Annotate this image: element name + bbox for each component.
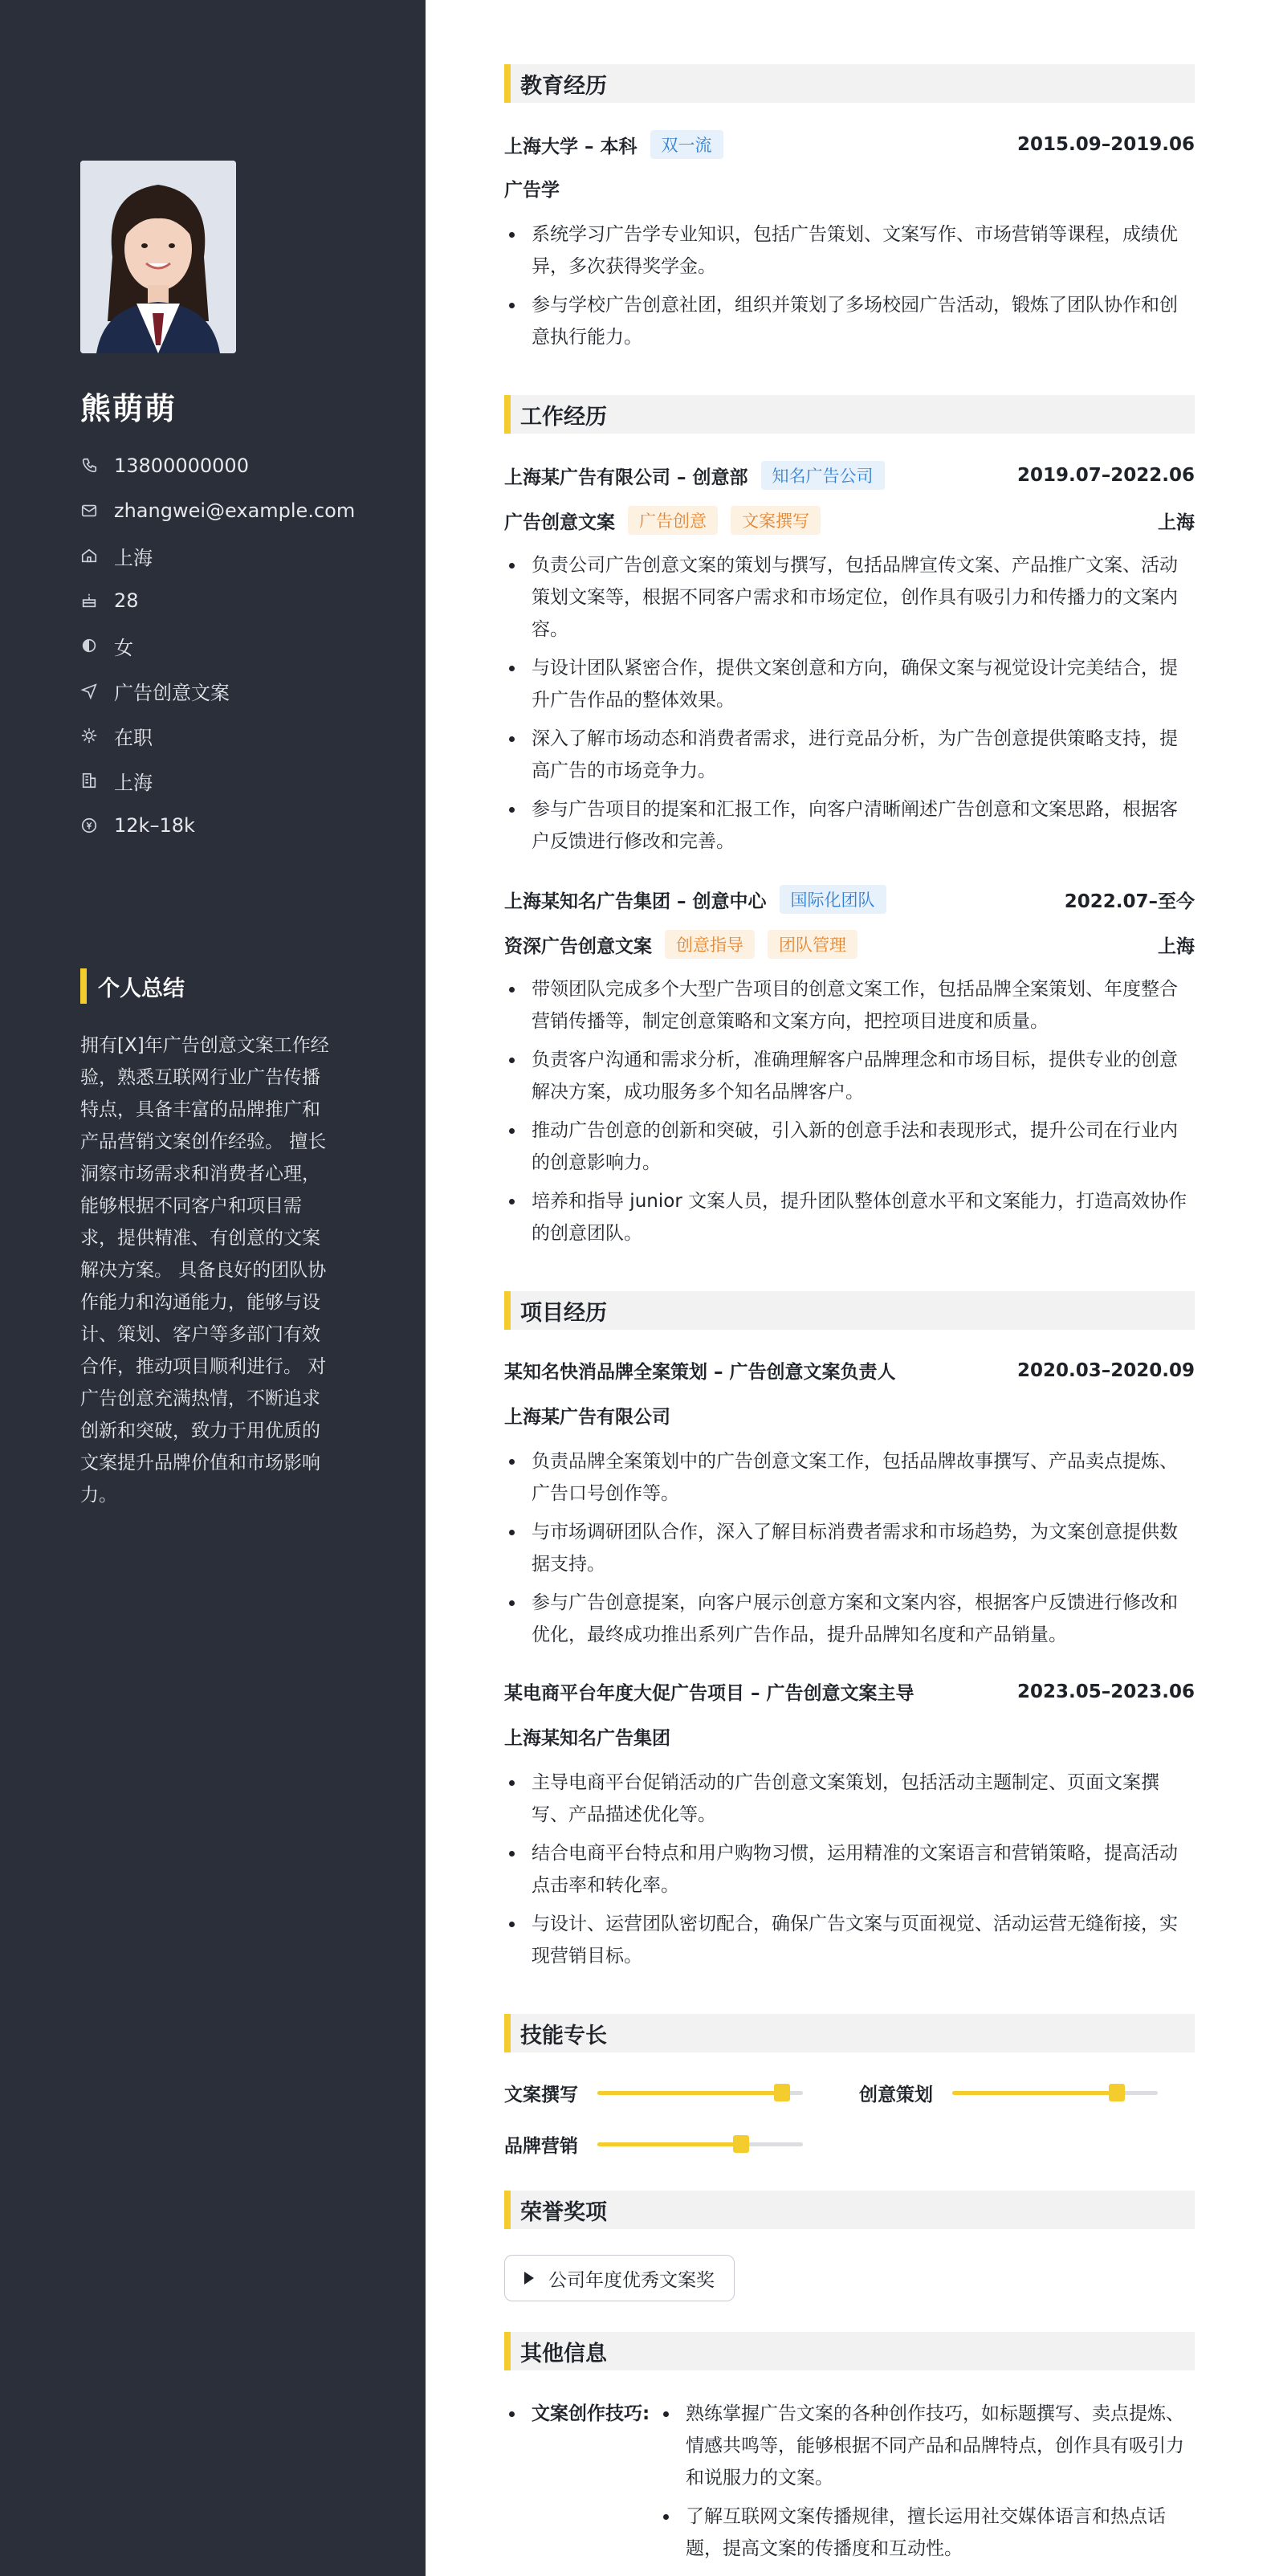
work-title: 工作经历 <box>520 404 607 430</box>
list-item: 参与学校广告创意社团，组织并策划了多场校园广告活动，锻炼了团队协作和创意执行能力。 <box>504 289 1195 353</box>
skill-knob <box>733 2135 749 2153</box>
project-1-company-row <box>504 1402 1195 1429</box>
summary-heading <box>80 968 185 1004</box>
job-2-header <box>504 885 1195 914</box>
info-salary <box>80 803 355 848</box>
role-tag: 团队管理 <box>768 930 857 959</box>
skill-name: 文案撰写 <box>504 2085 578 2105</box>
honors-heading <box>504 2191 1195 2229</box>
skill-item <box>859 2080 1158 2106</box>
send-icon <box>80 682 98 699</box>
age-value: 28 <box>114 589 139 612</box>
role-tag: 广告创意 <box>628 506 718 535</box>
avatar <box>80 161 236 353</box>
contact-info-list <box>80 443 355 848</box>
list-item: 参与广告创意提案，向客户展示创意方案和文案内容，根据客户反馈进行修改和优化，最终成功推出系列广告作品，提升品牌知名度和产品销量。 <box>504 1587 1195 1651</box>
other-bullets <box>658 2398 1195 2571</box>
project-period: 2020.03–2020.09 <box>1016 1359 1195 1381</box>
award-item[interactable] <box>504 2255 735 2301</box>
salary-value: 12k–18k <box>114 814 195 837</box>
project-1-header <box>504 1357 1195 1384</box>
candidate-name: 熊萌萌 <box>80 391 177 426</box>
summary-text: 拥有[X]年广告创意文案工作经验，熟悉互联网行业广告传播特点，具备丰富的品牌推广和产品营销文案创作经验。 擅长洞察市场需求和消费者心理，能够根据不同客户和项目需求，提供精准、有创意的文案解决方案。 具备良好的团队协作能力和沟通能力，能够与设计、策划、客户等多部门有效合作，推动项目顺利进行。 对广告创意充满热情，不断追求创新和突破，致力于用优质的文案提升品牌价值和市场影响力。 <box>80 1035 329 1506</box>
project-period: 2023.05–2023.06 <box>1016 1681 1195 1702</box>
email-icon <box>80 502 98 520</box>
job-2-bullets <box>504 973 1195 1256</box>
heading-accent-bar <box>504 2191 511 2229</box>
project-company: 上海某广告有限公司 <box>504 1407 670 1428</box>
projects-heading <box>504 1291 1195 1330</box>
skill-track <box>597 2142 803 2146</box>
skill-track <box>952 2091 1158 2095</box>
other-label: 文案创作技巧: <box>504 2398 650 2430</box>
job-city: 上海 <box>1158 935 1195 957</box>
project-2-header <box>504 1678 1195 1705</box>
job-role: 广告创意文案 <box>504 512 615 533</box>
education-title: 教育经历 <box>520 73 607 99</box>
projects-title: 项目经历 <box>520 1300 607 1326</box>
heading-accent-bar <box>504 2014 511 2052</box>
major: 广告学 <box>504 180 560 201</box>
job-role: 资深广告创意文案 <box>504 935 652 957</box>
play-triangle-icon <box>524 2272 534 2285</box>
list-item: 与设计、运营团队密切配合，确保广告文案与页面视觉、活动运营无缝衔接，实现营销目标。 <box>504 1908 1195 1972</box>
job-1-bullets <box>504 549 1195 864</box>
work-city-value: 上海 <box>114 771 153 794</box>
skill-knob <box>774 2084 790 2101</box>
job-target-value: 广告创意文案 <box>114 681 230 704</box>
job-city: 上海 <box>1158 512 1195 533</box>
list-item: 参与广告项目的提案和汇报工作，向客户清晰阐述广告创意和文案思路，根据客户反馈进行修改和完善。 <box>504 793 1195 858</box>
heading-accent-bar <box>504 2332 511 2370</box>
avatar-portrait <box>80 161 236 353</box>
gender-value: 女 <box>114 636 133 659</box>
education-row <box>504 130 1195 159</box>
info-gender <box>80 623 355 668</box>
skill-name: 创意策划 <box>859 2085 933 2105</box>
education-bullets <box>504 218 1195 360</box>
skill-knob <box>1109 2084 1125 2101</box>
info-phone <box>80 443 355 488</box>
list-item: 负责客户沟通和需求分析，准确理解客户品牌理念和市场目标，提供专业的创意解决方案，成功服务多个知名品牌客户。 <box>504 1044 1195 1108</box>
other-heading <box>504 2332 1195 2370</box>
heading-accent-bar <box>504 1291 511 1330</box>
list-item: 培养和指导 junior 文案人员，提升团队整体创意水平和文案能力，打造高效协作的创意团队。 <box>504 1185 1195 1249</box>
major-row <box>504 175 1195 202</box>
list-item: 主导电商平台促销活动的广告创意文案策划，包括活动主题制定、页面文案撰写、产品描述优化等。 <box>504 1767 1195 1831</box>
info-job-target <box>80 668 355 713</box>
heading-accent-bar <box>504 64 511 103</box>
list-item: 结合电商平台特点和用户购物习惯，运用精准的文案语言和营销策略，提高活动点击率和转化率。 <box>504 1837 1195 1901</box>
list-item: 与设计团队紧密合作，提供文案创意和方向，确保文案与视觉设计完美结合，提升广告作品的整体效果。 <box>504 652 1195 716</box>
list-item: 负责品牌全案策划中的广告创意文案工作，包括品牌故事撰写、产品卖点提炼、广告口号创作等。 <box>504 1445 1195 1510</box>
skill-item <box>504 2131 803 2158</box>
info-location <box>80 533 355 578</box>
company-tag: 知名广告公司 <box>761 461 885 490</box>
heading-accent-bar <box>80 968 87 1004</box>
info-email <box>80 488 355 533</box>
project-2-bullets <box>504 1767 1195 1979</box>
job-1-role <box>504 506 1195 535</box>
skill-name: 品牌营销 <box>504 2136 578 2157</box>
project-2-company-row <box>504 1723 1195 1750</box>
heading-accent-bar <box>504 395 511 434</box>
list-item: 系统学习广告学专业知识，包括广告策划、文案写作、市场营销等课程，成绩优异，多次获得奖学金。 <box>504 218 1195 283</box>
location-value: 上海 <box>114 546 153 569</box>
building-icon <box>80 772 98 789</box>
role-tag: 创意指导 <box>665 930 755 959</box>
phone-icon <box>80 457 98 475</box>
phone-value: 13800000000 <box>114 454 249 477</box>
list-item: 带领团队完成多个大型广告项目的创意文案工作，包括品牌全案策划、年度整合营销传播等，制定创意策略和文案方向，把控项目进度和质量。 <box>504 973 1195 1037</box>
job-company: 上海某知名广告集团 – 创意中心 <box>504 891 767 912</box>
skills-heading <box>504 2014 1195 2052</box>
role-tag: 文案撰写 <box>731 506 821 535</box>
salary-icon <box>80 817 98 834</box>
skill-fill <box>952 2091 1117 2095</box>
project-name: 某电商平台年度大促广告项目 – 广告创意文案主导 <box>504 1683 914 1704</box>
job-1-header <box>504 461 1195 490</box>
work-heading <box>504 395 1195 434</box>
list-item: 了解互联网文案传播规律，擅长运用社交媒体语言和热点话题，提高文案的传播度和互动性。 <box>658 2501 1195 2565</box>
email-value: zhangwei@example.com <box>114 499 356 522</box>
gender-icon <box>80 637 98 654</box>
education-heading <box>504 64 1195 103</box>
status-icon <box>80 727 98 744</box>
school-name: 上海大学 – 本科 <box>504 136 638 157</box>
list-item: 推动广告创意的创新和突破，引入新的创意手法和表现形式，提升公司在行业内的创意影响力。 <box>504 1115 1195 1179</box>
list-item: 与市场调研团队合作，深入了解目标消费者需求和市场趋势，为文案创意提供数据支持。 <box>504 1516 1195 1580</box>
project-1-bullets <box>504 1445 1195 1657</box>
project-name: 某知名快消品牌全案策划 – 广告创意文案负责人 <box>504 1362 896 1383</box>
education-period: 2015.09–2019.06 <box>1016 134 1195 155</box>
summary-title: 个人总结 <box>98 976 185 1001</box>
school-tag: 双一流 <box>650 130 723 159</box>
cake-icon <box>80 592 98 609</box>
skill-fill <box>597 2142 741 2146</box>
home-icon <box>80 547 98 565</box>
other-title: 其他信息 <box>520 2341 607 2366</box>
sidebar <box>0 0 426 2576</box>
skill-item <box>504 2080 803 2106</box>
list-item: 熟练掌握广告文案的各种创作技巧，如标题撰写、卖点提炼、情感共鸣等，能够根据不同产品和品牌特点，创作具有吸引力和说服力的文案。 <box>658 2398 1195 2494</box>
list-item: 深入了解市场动态和消费者需求，进行竞品分析，为广告创意提供策略支持，提高广告的市场竞争力。 <box>504 723 1195 787</box>
job-period: 2019.07–2022.06 <box>1016 465 1195 486</box>
status-value: 在职 <box>114 726 153 749</box>
project-company: 上海某知名广告集团 <box>504 1728 670 1749</box>
skills-title: 技能专长 <box>520 2023 607 2048</box>
skill-track <box>597 2091 803 2095</box>
award-name: 公司年度优秀文案奖 <box>548 2269 715 2291</box>
info-work-city <box>80 758 355 803</box>
company-tag: 国际化团队 <box>780 885 886 914</box>
info-status <box>80 713 355 758</box>
job-company: 上海某广告有限公司 – 创意部 <box>504 467 748 488</box>
list-item: 负责公司广告创意文案的策划与撰写，包括品牌宣传文案、产品推广文案、活动策划文案等，根据不同客户需求和市场定位，创作具有吸引力和传播力的文案内容。 <box>504 549 1195 646</box>
skill-fill <box>597 2091 782 2095</box>
info-age <box>80 578 355 623</box>
job-2-role <box>504 930 1195 959</box>
honors-title: 荣誉奖项 <box>520 2199 607 2225</box>
job-period: 2022.07–至今 <box>1064 891 1195 912</box>
